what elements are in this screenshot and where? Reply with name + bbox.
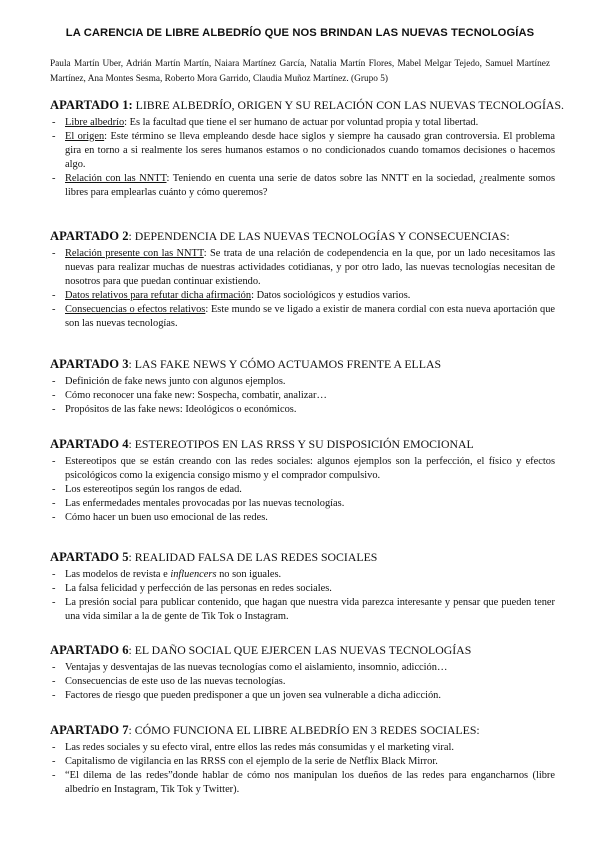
item-text: La presión social para publicar contenido, que hagan que nuestra vida parezca interesante y pensar que pueden tener una vida similar a la de gente de Tik Tok o Instagram. [65,597,555,622]
list-item [50,403,555,417]
item-term: Libre albedrío [65,117,125,128]
bullet-list [50,375,555,417]
section-heading [50,357,555,372]
list-item [50,675,555,689]
section-heading [50,550,555,565]
section-4 [50,437,555,525]
item-text: Las enfermedades mentales provocadas por las nuevas tecnologías. [65,498,345,509]
list-item [50,247,555,289]
list-item [50,582,555,596]
item-term: Relación con las NNTT [65,173,167,184]
item-text: : Datos sociológicos y estudios varios. [251,290,411,301]
item-text-prefix: Las modelos de revista e [65,569,171,580]
item-term: Consecuencias o efectos relativos [65,304,206,315]
section-1 [50,98,564,200]
list-item [50,289,555,303]
list-item [50,389,555,403]
list-item [50,172,555,200]
section-heading [50,437,555,452]
section-heading-text: : EL DAÑO SOCIAL QUE EJERCEN LAS NUEVAS TECNOLOGÍAS [128,643,472,657]
list-item [50,455,555,483]
list-item [50,375,555,389]
item-text: no son iguales. [216,569,282,580]
section-label: APARTADO 7 [50,723,129,737]
section-label: APARTADO 2 [50,229,129,243]
item-text: Estereotipos que se están creando con las redes sociales: algunos ejemplos son la perfección, el físico y efectos psicológicos como la exigencia consigo mismo y el comprador compulsivo. [65,456,555,481]
section-heading [50,723,555,738]
item-text: Factores de riesgo que pueden predisponer a que un joven sea vulnerable a dicha adicción. [65,690,441,701]
bullet-list [50,455,555,525]
list-item [50,596,555,624]
item-text: Las redes sociales y su efecto viral, entre ellos las redes más consumidas y el marketing viral. [65,742,454,753]
list-item [50,497,555,511]
list-item [50,130,555,172]
item-emphasis: influencers [170,569,217,580]
list-item [50,769,555,797]
section-label: APARTADO 6 [50,643,129,657]
list-item [50,483,555,497]
item-text: Capitalismo de vigilancia en las RRSS con el ejemplo de la serie de Netflix Black Mirror. [65,756,438,767]
list-item [50,511,555,525]
item-text: Cómo hacer un buen uso emocional de las redes. [65,512,268,523]
section-heading-text: : REALIDAD FALSA DE LAS REDES SOCIALES [128,550,378,564]
list-item [50,689,555,703]
item-text: : Este mundo se ve ligado a existir de manera cordial con esta nueva aportación que son las nuevas tecnologías. [65,304,556,329]
section-heading-text: : LAS FAKE NEWS Y CÓMO ACTUAMOS FRENTE A ELLAS [128,357,442,371]
document-title: LA CARENCIA DE LIBRE ALBEDRÍO QUE NOS BRINDAN LAS NUEVAS TECNOLOGÍAS [65,27,535,39]
item-text: Ventajas y desventajas de las nuevas tecnologías como el aislamiento, insomnio, adicción… [65,662,448,673]
item-text: : Teniendo en cuenta una serie de datos sobre las NNTT en la sociedad, ¿realmente somos libres para emplearlas cuánto y cómo queremos? [65,173,556,198]
section-5 [50,550,555,624]
list-item [50,303,555,331]
section-heading-text: : DEPENDENCIA DE LAS NUEVAS TECNOLOGÍAS Y CONSECUENCIAS: [128,229,510,243]
item-text: : Este término se lleva empleando desde hace siglos y siempre ha causado gran controversia. El problema gira en torno a si realmente los seres humanos estamos o no condicionados cuando tomamos decisiones o hacemos algo. [65,131,555,170]
bullet-list [50,568,555,624]
item-term: El origen [65,131,105,142]
section-3 [50,357,555,417]
bullet-list [50,116,555,200]
list-item [50,116,555,130]
item-text: Los estereotipos según los rangos de edad. [65,484,242,495]
item-text: La falsa felicidad y perfección de las personas en redes sociales. [65,583,332,594]
section-label: APARTADO 1: [50,98,133,112]
item-text: Propósitos de las fake news: Ideológicos o económicos. [65,404,297,415]
section-heading [50,229,555,244]
section-2 [50,229,555,331]
section-heading [50,643,555,658]
item-term: Relación presente con las NNTT [65,248,204,259]
section-heading-text: LIBRE ALBEDRÍO, ORIGEN Y SU RELACIÓN CON LAS NUEVAS TECNOLOGÍAS. [132,98,564,112]
section-heading-text: : ESTEREOTIPOS EN LAS RRSS Y SU DISPOSICIÓN EMOCIONAL [128,437,474,451]
author-list: Paula Martín Uber, Adrián Martín Martín, Naiara Martínez García, Natalia Martín Flores, Mabel Melgar Tejedo, Samuel Martínez Martínez, Ana Montes Sesma, Roberto Mora Garrido, Claudia Muñoz Martínez. (Grupo 5) [50,59,550,84]
bullet-list [50,247,555,331]
section-heading [50,98,564,113]
section-6 [50,643,555,703]
list-item [50,661,555,675]
item-text: Consecuencias de este uso de las nuevas tecnologías. [65,676,286,687]
item-text: Definición de fake news junto con algunos ejemplos. [65,376,286,387]
section-heading-text: : CÓMO FUNCIONA EL LIBRE ALBEDRÍO EN 3 REDES SOCIALES: [128,723,480,737]
item-text: : Se trata de una relación de codependencia en la que, por un lado necesitamos las nuevas para realizar muchas de nuestras actividades cotidianas, y por otro lado, las nuevas tecnologías necesitan de nosotros para que puedan continuar existiendo. [65,248,555,287]
item-text: “El dilema de las redes”donde hablar de cómo nos manipulan los dueños de las redes para engancharnos (libre albedrío en Instagram, Tik Tok y Twitter). [65,770,555,795]
list-item [50,755,555,769]
list-item [50,741,555,755]
item-text: : Es la facultad que tiene el ser humano de actuar por voluntad propia y total libertad. [124,117,479,128]
section-label: APARTADO 4 [50,437,129,451]
bullet-list [50,661,555,703]
section-label: APARTADO 5 [50,550,129,564]
item-text: Cómo reconocer una fake new: Sospecha, combatir, analizar… [65,390,327,401]
bullet-list [50,741,555,797]
item-term: Datos relativos para refutar dicha afirmación [65,290,252,301]
list-item [50,568,555,582]
section-label: APARTADO 3 [50,357,129,371]
section-7 [50,723,555,797]
